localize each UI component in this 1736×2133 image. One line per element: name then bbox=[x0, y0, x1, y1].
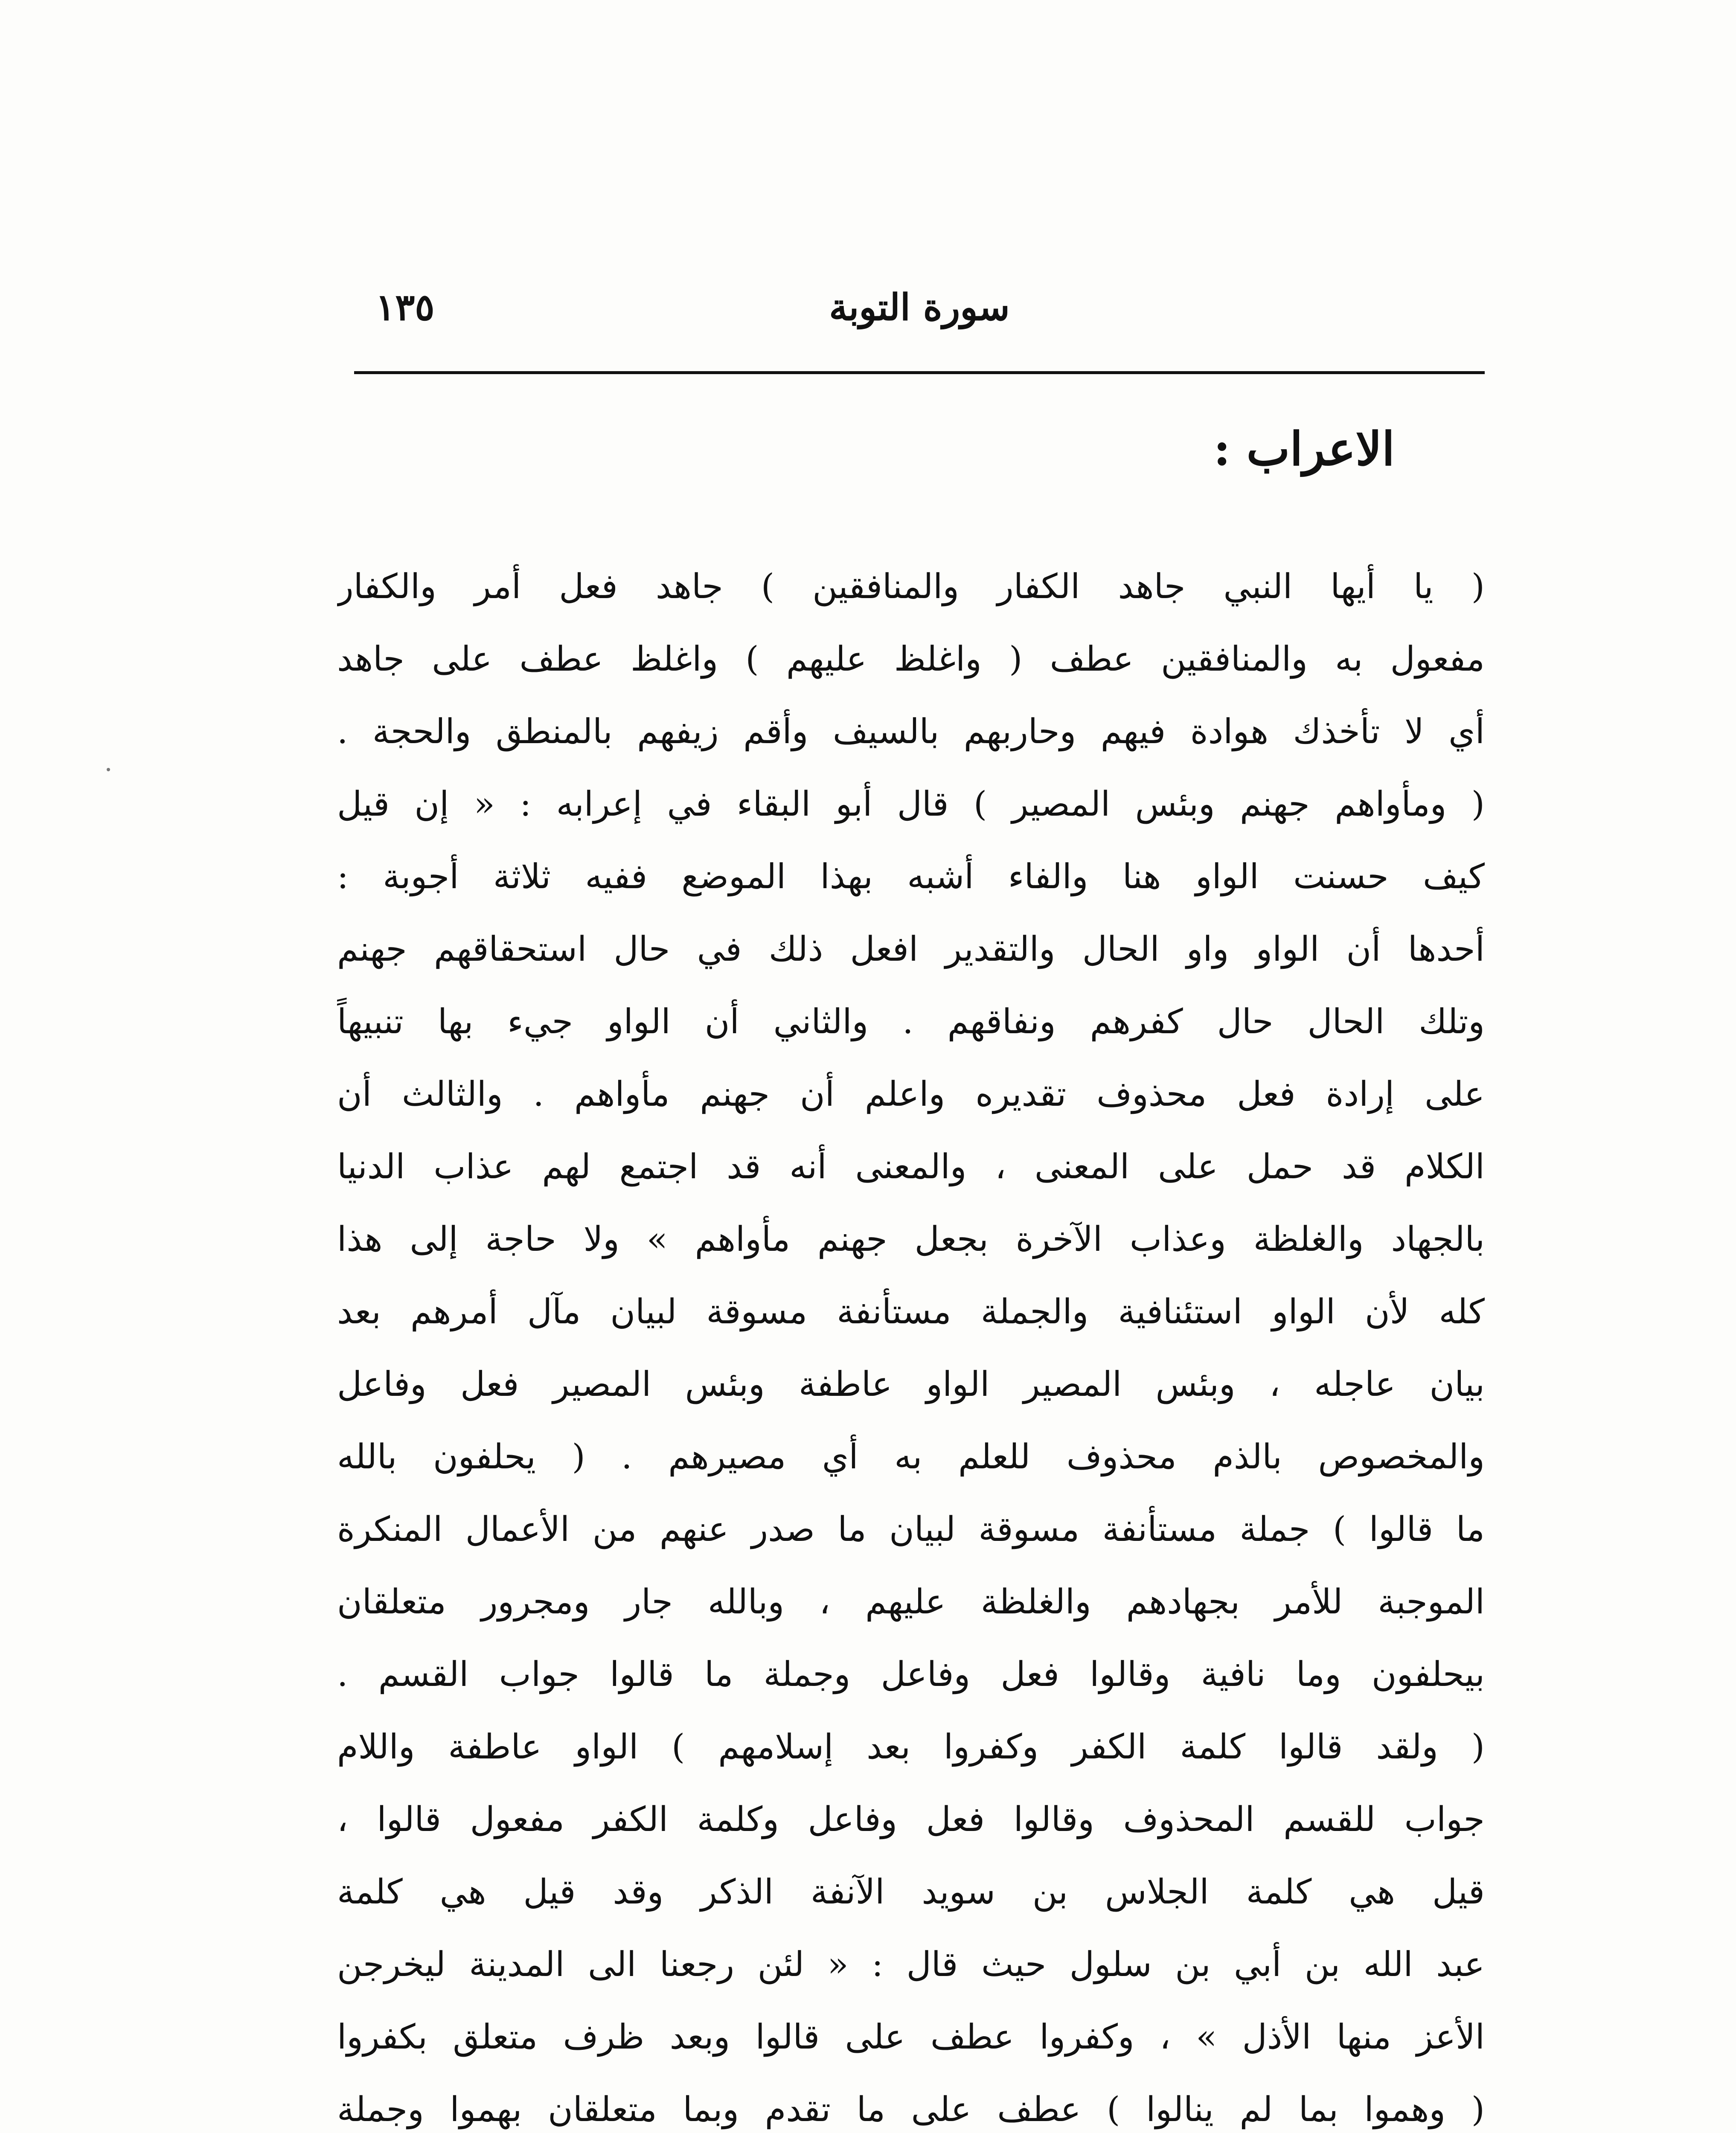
text-line: جواب للقسم المحذوف وقالوا فعل وفاعل وكلمة الكفر مفعول قالوا ، bbox=[337, 1799, 1485, 1839]
text-line: بيحلفون وما نافية وقالوا فعل وفاعل وجملة ما قالوا جواب القسم . bbox=[337, 1654, 1485, 1694]
text-line: والمخصوص بالذم محذوف للعلم به أي مصيرهم . ( يحلفون بالله bbox=[337, 1437, 1485, 1476]
text-line: بيان عاجله ، وبئس المصير الواو عاطفة وبئس المصير فعل وفاعل bbox=[337, 1364, 1485, 1404]
text-line: بالجهاد والغلظة وعذاب الآخرة بجعل جهنم مأواهم » ولا حاجة إلى هذا bbox=[337, 1219, 1485, 1259]
text-line: الأعز منها الأذل » ، وكفروا عطف على قالوا وبعد ظرف متعلق بكفروا bbox=[337, 2017, 1485, 2057]
text-line: أحدها أن الواو واو الحال والتقدير افعل ذلك في حال استحقاقهم جهنم bbox=[337, 929, 1485, 969]
text-line: كيف حسنت الواو هنا والفاء أشبه بهذا الموضع ففيه ثلاثة أجوبة : bbox=[337, 857, 1485, 896]
text-line: ( يا أيها النبي جاهد الكفار والمنافقين ) جاهد فعل أمر والكفار bbox=[337, 567, 1485, 606]
text-line: عبد الله بن أبي بن سلول حيث قال : « لئن رجعنا الى المدينة ليخرجن bbox=[337, 1944, 1485, 1984]
text-line: ( ولقد قالوا كلمة الكفر وكفروا بعد إسلامهم ) الواو عاطفة واللام bbox=[337, 1727, 1485, 1767]
text-line: وتلك الحال حال كفرهم ونفاقهم . والثاني أن الواو جيء بها تنبيهاً bbox=[337, 1002, 1485, 1041]
text-line: ما قالوا ) جملة مستأنفة مسوقة لبيان ما صدر عنهم من الأعمال المنكرة bbox=[337, 1509, 1485, 1549]
text-line: ( وهموا بما لم ينالوا ) عطف على ما تقدم وبما متعلقان بهموا وجملة bbox=[337, 2089, 1485, 2129]
text-line: كله لأن الواو استئنافية والجملة مستأنفة مسوقة لبيان مآل أمرهم بعد bbox=[337, 1292, 1485, 1331]
section-heading: الاعراب : bbox=[1213, 422, 1395, 476]
text-line: مفعول به والمنافقين عطف ( واغلظ عليهم ) واغلظ عطف على جاهد bbox=[337, 639, 1485, 679]
surah-title: سورة التوبة bbox=[829, 286, 1010, 329]
page-header bbox=[354, 273, 1485, 358]
page-number: ١٣٥ bbox=[375, 286, 435, 329]
text-line: على إرادة فعل محذوف تقديره واعلم أن جهنم مأواهم . والثالث أن bbox=[337, 1074, 1485, 1114]
text-line: أي لا تأخذك هوادة فيهم وحاربهم بالسيف وأقم زيفهم بالمنطق والحجة . bbox=[337, 712, 1485, 751]
text-line: الموجبة للأمر بجهادهم والغلظة عليهم ، وبالله جار ومجرور متعلقان bbox=[337, 1582, 1485, 1622]
text-line: ( ومأواهم جهنم وبئس المصير ) قال أبو البقاء في إعرابه : « إن قيل bbox=[337, 784, 1485, 824]
scan-speck bbox=[107, 768, 110, 771]
body-text bbox=[337, 550, 1485, 2133]
header-divider bbox=[354, 371, 1485, 374]
text-line: قيل هي كلمة الجلاس بن سويد الآنفة الذكر وقد قيل هي كلمة bbox=[337, 1872, 1485, 1912]
text-line: الكلام قد حمل على المعنى ، والمعنى أنه قد اجتمع لهم عذاب الدنيا bbox=[337, 1147, 1485, 1186]
